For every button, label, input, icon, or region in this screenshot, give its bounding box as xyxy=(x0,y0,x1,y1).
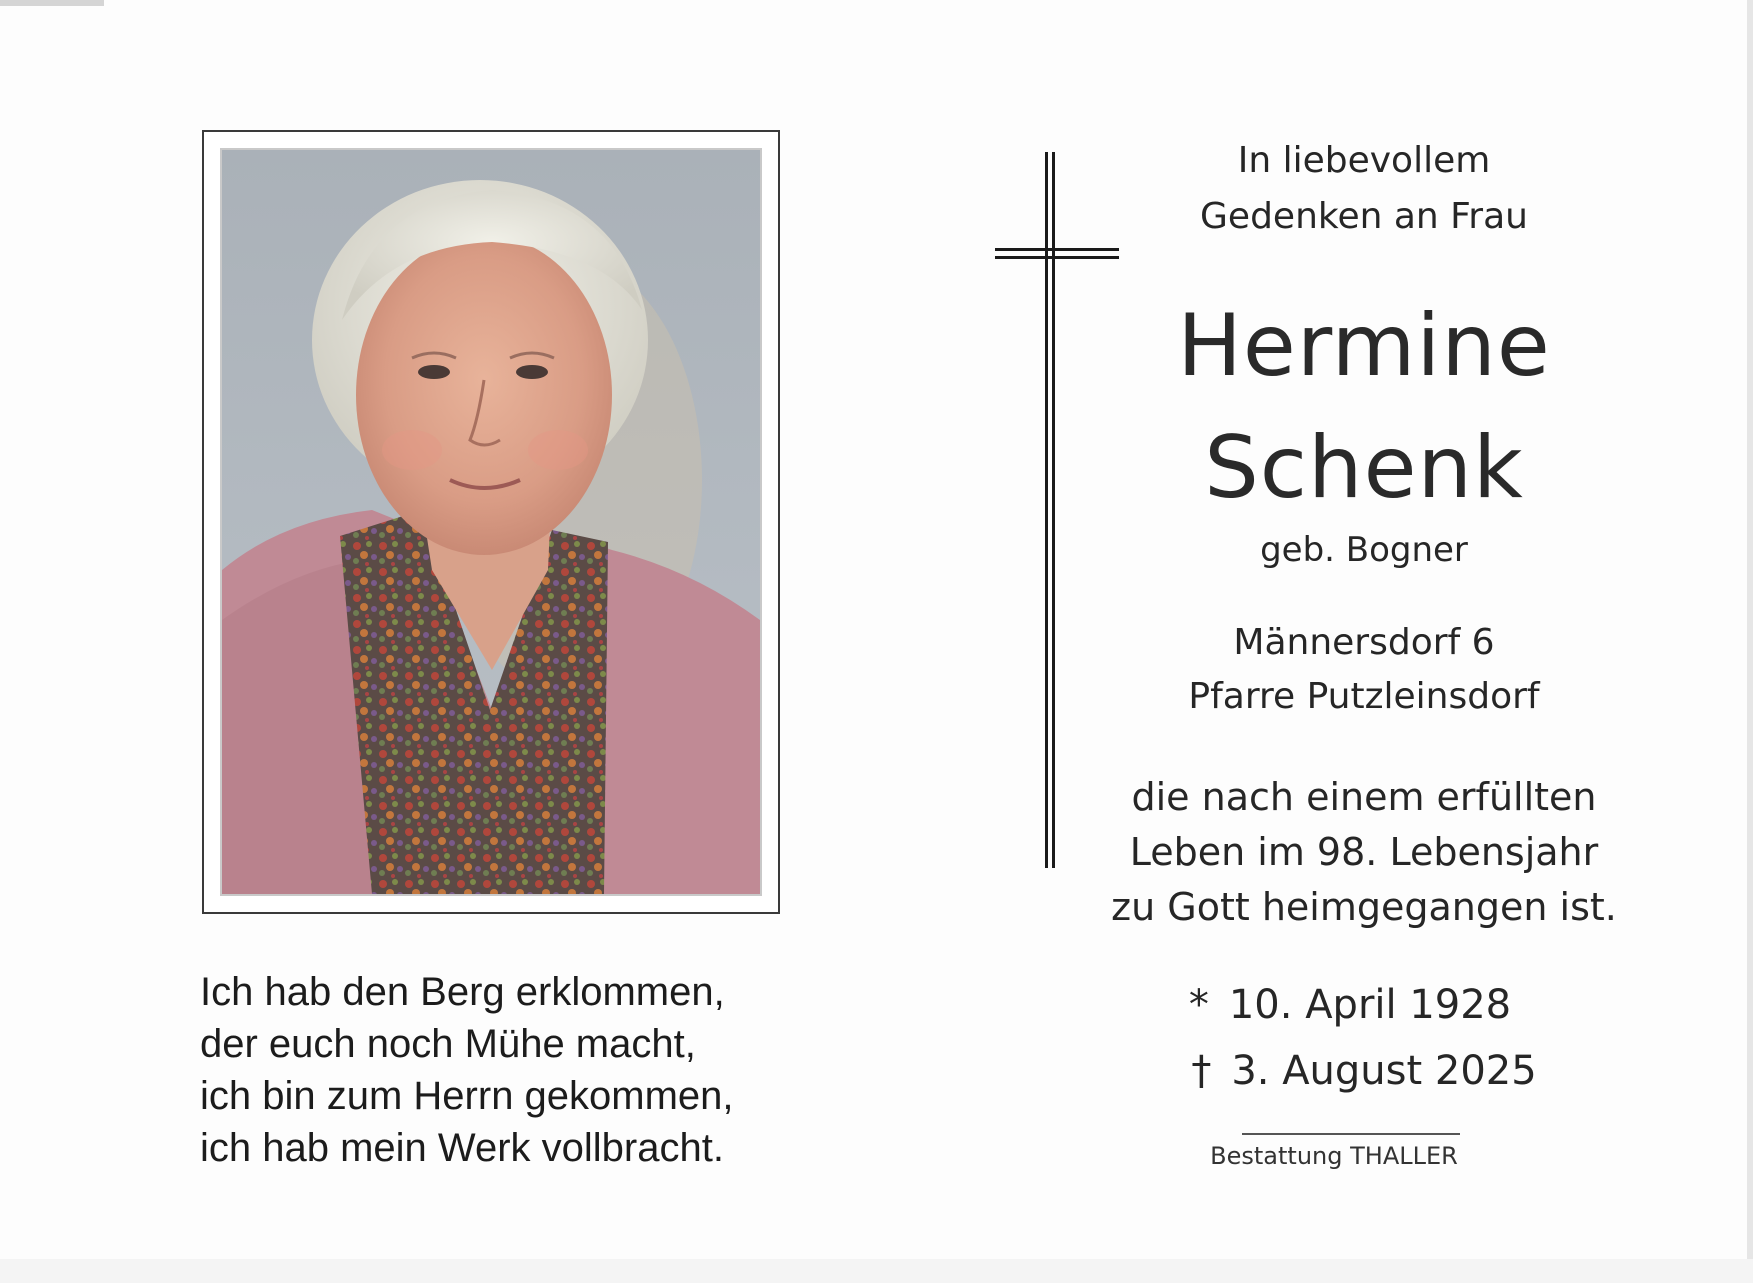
memorial-verse xyxy=(200,966,820,1174)
obituary-text-line: Leben im 98. Lebensjahr xyxy=(1129,830,1599,874)
scan-edge-right xyxy=(1747,0,1753,1283)
scan-edge-mark xyxy=(0,0,104,6)
address-line: Pfarre Putzleinsdorf xyxy=(1188,676,1540,717)
cross-bar-horizontal xyxy=(995,256,1119,259)
intro-line: Gedenken an Frau xyxy=(1200,196,1528,237)
cross-bar-horizontal xyxy=(995,248,1119,251)
obituary-text-line: die nach einem erfüllten xyxy=(1131,775,1597,819)
maiden-name: geb. Bogner xyxy=(1260,530,1468,570)
death-date-row xyxy=(1064,1048,1664,1094)
death-dagger-icon: † xyxy=(1191,1048,1212,1094)
cross-bar-vertical xyxy=(1045,152,1048,868)
death-date: 3. August 2025 xyxy=(1231,1048,1537,1094)
portrait-photo xyxy=(220,148,762,896)
scan-edge-bottom xyxy=(0,1259,1753,1283)
verse-line: ich bin zum Herrn gekommen, xyxy=(200,1074,734,1118)
birth-date-row xyxy=(1050,982,1650,1028)
birth-star-icon: * xyxy=(1188,982,1209,1028)
verse-line: ich hab mein Werk vollbracht. xyxy=(200,1126,724,1170)
verse-line: Ich hab den Berg erklommen, xyxy=(200,970,725,1014)
address-line: Männersdorf 6 xyxy=(1233,622,1495,663)
obituary-text-line: zu Gott heimgegangen ist. xyxy=(1111,885,1617,929)
intro-line: In liebevollem xyxy=(1237,140,1491,181)
undertaker-divider xyxy=(1242,1133,1460,1135)
undertaker-name: Bestattung THALLER xyxy=(1210,1142,1458,1170)
portrait-frame xyxy=(202,130,780,914)
last-name: Schenk xyxy=(1204,418,1524,518)
first-name: Hermine xyxy=(1177,296,1551,396)
verse-line: der euch noch Mühe macht, xyxy=(200,1022,696,1066)
birth-date: 10. April 1928 xyxy=(1228,982,1512,1028)
cross-bar-vertical xyxy=(1052,152,1055,868)
portrait-illustration xyxy=(222,150,760,894)
